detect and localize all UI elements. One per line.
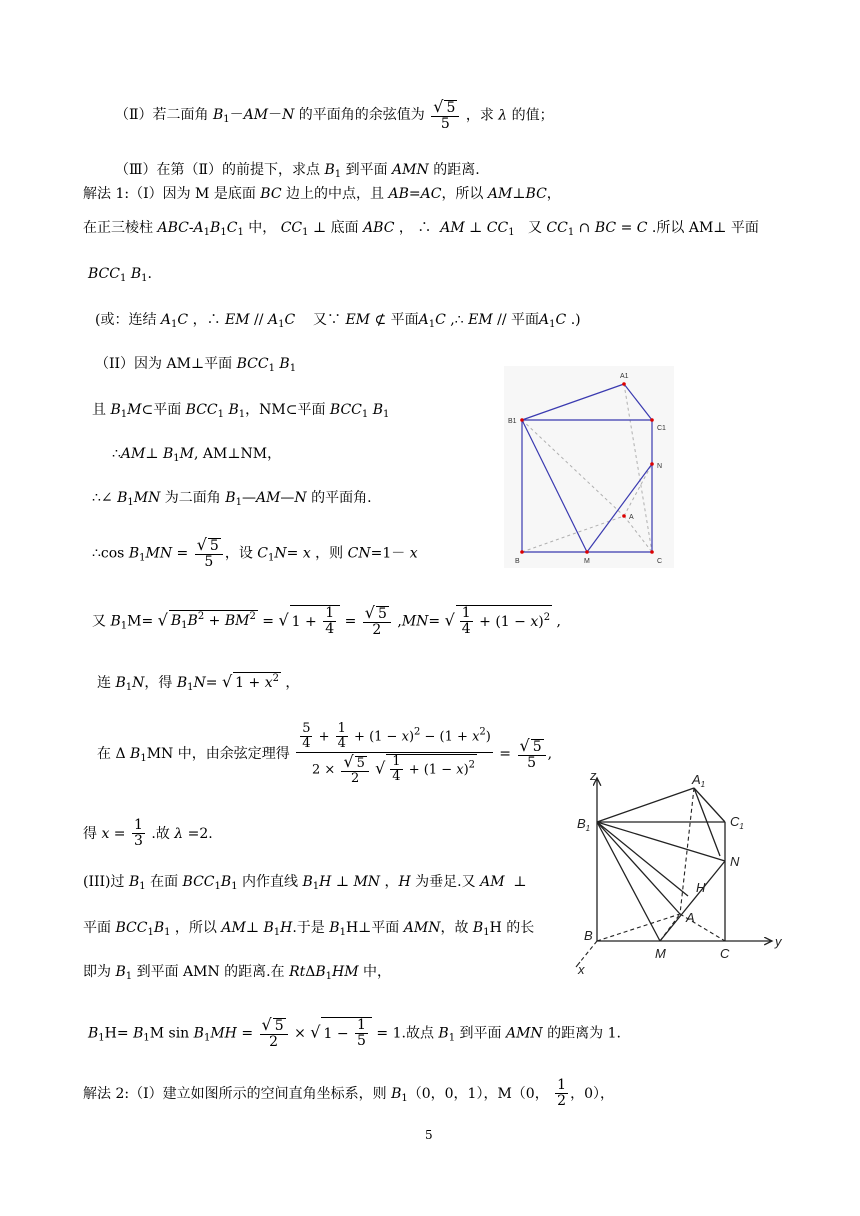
label-A: A bbox=[629, 514, 634, 521]
solution1-prism: 在正三棱柱 ABC-$A_1B_1C_1$ 中， $CC_1$ ⊥ 底面 ABC ， ∴ AM ⊥ $CC_1$ 又 $CC_1$ ∩ BC = C .所以 AM⊥ 平面 bbox=[83, 220, 759, 238]
prism-figure-1 bbox=[504, 366, 674, 568]
part2-line-d: ∴∠ $B_1MN$ 为二面角 $B_1—AM—N$ 的平面角. bbox=[92, 490, 372, 508]
q2-text: （Ⅱ）若二面角 $B_1-AM-N$ 的平面角的余弦值为 bbox=[115, 107, 425, 126]
question-3: （Ⅲ）在第（Ⅱ）的前提下，求点 $B_1$ 到平面 AMN 的距离. bbox=[115, 162, 480, 180]
part2-line-i: 得 x = $\frac{1}{3}$ .故 λ =2. bbox=[83, 817, 213, 850]
solution1-alt: (或：连结 $A_1C$ ，∴ EM // $A_1C$ 又∵ EM ⊄ 平面$A_1C$ ,∴ EM // 平面$A_1C$ .) bbox=[95, 312, 581, 330]
part2-line-h: 在 Δ $B_1MN$ 中，由余弦定理得 $\frac{5}{4}$ + $\frac{1}{4}$ + $(1 - x)^2 - (1 + x^2)$ 2 × $\frac{√ 5}{2}$ √ $\frac{1}{4}$ + $(1 - x)^2$ = $\frac{√ 5}{5}$ , bbox=[97, 721, 553, 786]
label-H-fig2: H bbox=[696, 880, 706, 895]
label-B1-fig2: $B_1$ bbox=[577, 816, 591, 833]
part3-line-c: 即为 $B_1$ 到平面 AMN 的距离.在 RtΔB$_1$HM 中， bbox=[83, 964, 392, 982]
axis-x-label: x bbox=[578, 962, 585, 976]
label-B-fig2: B bbox=[584, 928, 593, 943]
part3-line-b: 平面 $BCC_1B_1$ ，所以 AM⊥ $B_1H$.于是 $B_1H\perp$平面 AMN，故 $B_1H$ 的长 bbox=[83, 920, 535, 938]
label-C: C bbox=[657, 558, 663, 565]
label-B1: B1 bbox=[508, 418, 517, 425]
axis-y-label: y bbox=[775, 934, 782, 949]
label-C1-fig2: $C_1$ bbox=[730, 814, 744, 831]
solution1-plane: $BCC_1$ $B_1$. bbox=[88, 266, 152, 284]
question-2: （Ⅱ）若二面角 $B_1-AM-N$ 的平面角的余弦值为 $\frac{√ 5}{5}$ ，求 λ 的值； bbox=[115, 97, 554, 133]
label-A-fig2: A bbox=[686, 910, 695, 925]
label-A1-fig2: $A_1$ bbox=[692, 772, 706, 789]
label-A1: A1 bbox=[620, 373, 629, 380]
label-C-fig2: C bbox=[720, 946, 730, 961]
part2-line-f: 又 $B_1M=$ √ $B_1B^2 + BM^2$ = √ 1 + $\frac{1}{4}$ = $\frac{√ 5}{2}$ ,MN= √ $\frac{1}{4}$ + $(1 - x)^2$ , bbox=[92, 603, 562, 639]
label-M-fig2: M bbox=[655, 946, 666, 961]
part2-line-g: 连 $B_1N$，得 $B_1N=$ √ $1 + x^2$ ， bbox=[97, 672, 300, 693]
axis-z-label: z bbox=[590, 768, 597, 783]
part3-line-d: $B_1H= B_1M$ $\sin B_1MH$ = $\frac{√ 5}{2}$ × √ 1 − $\frac{1}{5}$ = 1.故点 $B_1$ 到平面 AMN 的距离为 1. bbox=[88, 1015, 621, 1051]
part2-line-c: ∴AM⊥ $B_1M$, AM⊥NM， bbox=[112, 446, 282, 464]
solution2-intro: 解法 2:（Ⅰ）建立如图所示的空间直角坐标系，则 $B_1(0$，0，1），M（0， $\frac{1}{2}$ ，0）， bbox=[83, 1077, 614, 1110]
part2-line-a: （II）因为 AM⊥平面 $BCC_1$ $B_1$ bbox=[95, 356, 297, 374]
label-C1: C1 bbox=[657, 425, 666, 432]
label-M: M bbox=[584, 558, 590, 565]
label-N: N bbox=[657, 463, 663, 470]
part3-line-a: (III)过 $B_1$ 在面 $BCC_1B_1$ 内作直线 $B_1H$ ⊥ MN ，H 为垂足.又 AM ⊥ bbox=[83, 874, 527, 892]
page-number: 5 bbox=[425, 1128, 433, 1142]
prism-coordinate-figure-2 bbox=[560, 766, 790, 976]
label-N-fig2: N bbox=[730, 854, 740, 869]
label-B: B bbox=[515, 558, 520, 565]
solution1-intro: 解法 1:（Ⅰ）因为 M 是底面 BC 边上的中点，且 AB=AC，所以 AM⊥BC， bbox=[83, 186, 561, 202]
part2-line-b: 且 $B_1M\subset$平面 $BCC_1$ $B_1$，NM⊂平面 $BCC_1$ $B_1$ bbox=[92, 402, 390, 420]
part2-line-e: ∴cos $B_1MN$ = $\frac{√ 5}{5}$ ，设 $C_1N= x$ ，则 CN=1－ x bbox=[92, 535, 418, 571]
